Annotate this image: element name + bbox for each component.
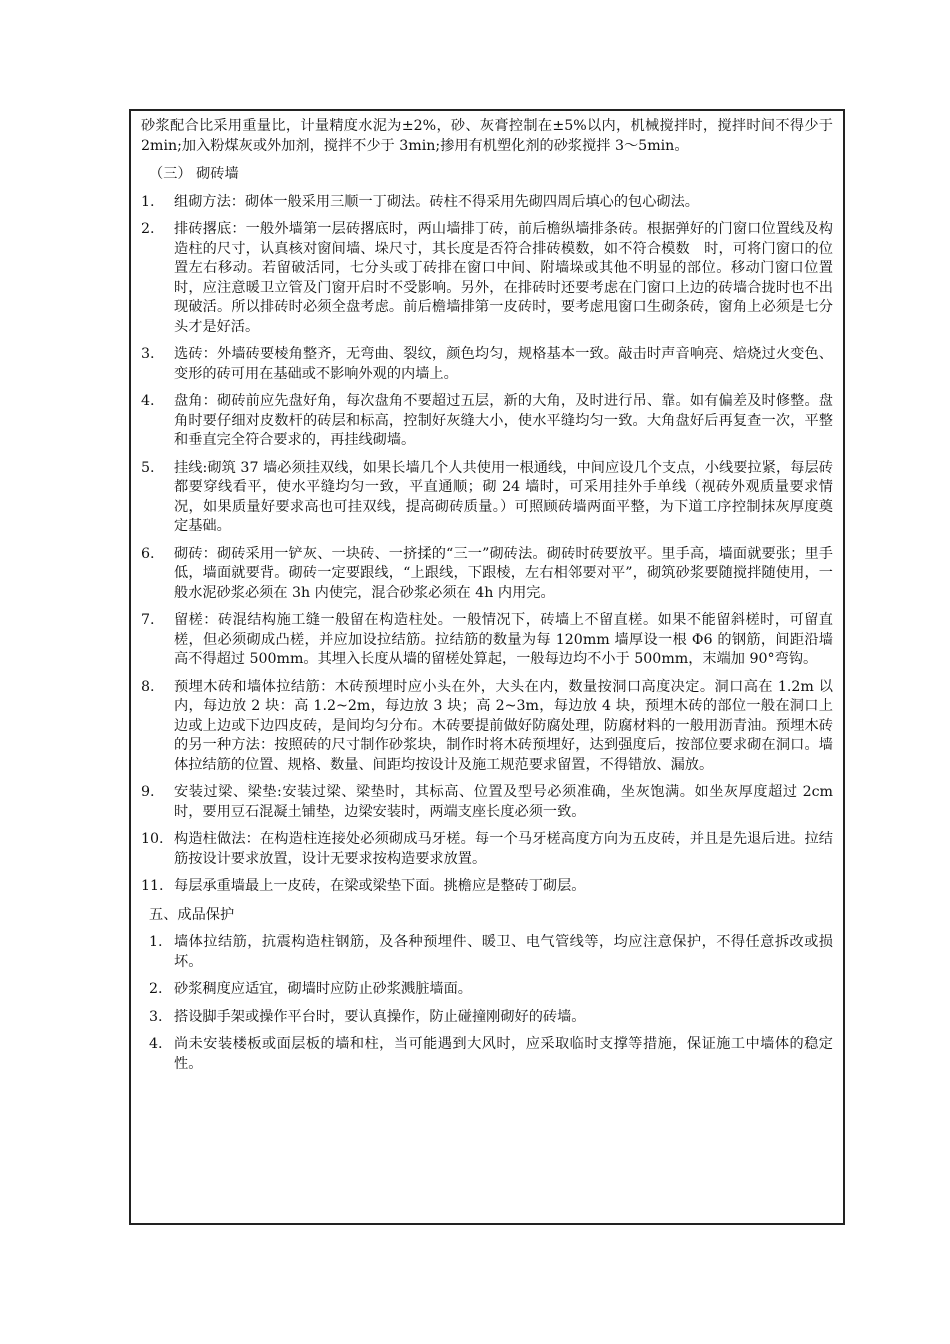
item-number: 11. [141, 878, 164, 894]
list-item [141, 783, 833, 822]
item-number: 7. [141, 612, 155, 628]
item-number: 3. [149, 1008, 163, 1025]
item-number: 1. [149, 934, 163, 950]
list-item [141, 193, 833, 213]
section-3-title: （三） 砌砖墙 [149, 166, 239, 182]
item-text: 构造柱做法：在构造柱连接处必须砌成马牙槎。每一个马牙槎高度方向为五皮砖，并且是先退后进。拉结筋按设计要求放置，设计无要求按构造要求放置。 [174, 831, 833, 867]
list-item [141, 459, 833, 537]
item-number: 1. [141, 193, 155, 210]
list-item [141, 933, 833, 972]
section-5-title: 五、成品保护 [149, 906, 235, 923]
item-text: 排砖撂底：一般外墙第一层砖撂底时，两山墙排丁砖，前后檐纵墙排条砖。根据弹好的门窗口位置线及构造柱的尺寸，认真核对窗间墙、垛尺寸，其长度是否符合排砖模数，如不符合模数 时，可将门窗口的位置左右移动。若留破活同，七分头或丁砖排在窗口中间、附墙垛或其他不明显的部位。移动门窗口位置时，应注意暖卫立管及门窗开启时不受影响。另外，在排砖时还要考虑在门窗口上边的砖墙合拢时也不出现破活。所以排砖时必须全盘考虑。前后檐墙排第一皮砖时，要考虑甩窗口生砌条砖，窗角上必须是七分头才是好活。 [174, 221, 833, 335]
item-text: 挂线:砌筑 37 墙必须挂双线，如果长墙几个人共使用一根通线，中间应设几个支点，小线要拉紧，每层砖都要穿线看平，使水平缝均匀一致，平直通顺；砌 24 墙时，可采用挂外手单线（视砖外观质量要求情况，如果质量好要求高也可挂双线，提高砌砖质量。）可照顾砖墙两面平整，为下道工序控制抹灰厚度奠定基础。 [174, 459, 833, 534]
list-item [141, 980, 833, 1000]
item-number: 3. [141, 346, 155, 362]
item-number: 5. [141, 459, 155, 476]
item-text: 盘角：砌砖前应先盘好角，每次盘角不要超过五层，新的大角，及时进行吊、靠。如有偏差及时修整。盘角时要仔细对皮数杆的砖层和标高，控制好灰缝大小，使水平缝均匀一致。大角盘好后再复查一次，平整和垂直完全符合要求的，再挂线砌墙。 [174, 393, 833, 448]
item-text: 留槎：砖混结构施工缝一般留在构造柱处。一般情况下，砖墙上不留直槎。如果不能留斜槎时，可留直槎，但必须砌成凸槎，并应加设拉结筋。拉结筋的数量为每 120mm 墙厚设一根 Φ6 的钢筋，间距沿墙高不得超过 500mm。其埋入长度从墙的留槎处算起，一般每边均不小于 500mm，末端加 90°弯钩。 [174, 612, 833, 667]
list-item [141, 678, 833, 776]
item-text: 尚未安装楼板或面层板的墙和柱，当可能遇到大风时，应采取临时支撑等措施，保证施工中墙体的稳定性。 [174, 1036, 833, 1072]
list-item [141, 392, 833, 451]
item-number: 4. [149, 1036, 163, 1052]
section-3-list [141, 193, 833, 897]
section-5-list [141, 933, 833, 1074]
item-number: 4. [141, 393, 155, 409]
item-text: 组砌方法：砌体一般采用三顺一丁砌法。砖柱不得采用先砌四周后填心的包心砌法。 [174, 193, 699, 210]
item-number: 2. [149, 981, 163, 997]
item-text: 预埋木砖和墙体拉结筋：木砖预埋时应小头在外，大头在内，数量按洞口高度决定。洞口高在 1.2m 以内，每边放 2 块：高 1.2~2m，每边放 3 块；高 2~3m，每边放 4 块，预埋木砖的部位一般在洞口上边或上边或下边四皮砖，是间均匀分布。木砖要提前做好防腐处理，防腐材料的一般用沥青油。预埋木砖的另一种方法：按照砖的尺寸制作砂浆块，制作时将木砖预埋好，达到强度后，按部位要求砌在洞口。墙体拉结筋的位置、规格、数量、间距均按设计及施工规范要求留置，不得错放、漏放。 [174, 678, 833, 773]
item-text: 选砖：外墙砖要棱角整齐，无弯曲、裂纹，颜色均匀，规格基本一致。敲击时声音响亮、焙烧过火变色、变形的砖可用在基础或不影响外观的内墙上。 [174, 346, 833, 382]
item-number: 10. [141, 831, 164, 847]
item-text: 安装过梁、梁垫:安装过梁、梁垫时，其标高、位置及型号必须准确，坐灰饱满。如坐灰厚度超过 2cm 时，要用豆石混凝土铺垫，边梁安装时，两端支座长度必须一致。 [174, 784, 833, 820]
item-number: 2. [141, 221, 155, 237]
item-number: 9. [141, 784, 155, 800]
list-item [141, 877, 833, 897]
item-text: 搭设脚手架或操作平台时，要认真操作，防止碰撞刚砌好的砖墙。 [174, 1008, 586, 1025]
item-number: 8. [141, 678, 155, 695]
content-frame [129, 109, 845, 1225]
list-item [141, 220, 833, 337]
item-text: 砌砖：砌砖采用一铲灰、一块砖、一挤揉的“三一”砌砖法。砌砖时砖要放平。里手高，墙面就要张；里手低，墙面就要背。砌砖一定要跟线，“上跟线，下跟棱，左右相邻要对平”，砌筑砂浆要随搅拌随使用，一般水泥砂浆必须在 3h 内使完，混合砂浆必须在 4h 内用完。 [174, 545, 833, 601]
list-item [141, 611, 833, 670]
item-number: 6. [141, 545, 155, 562]
intro-paragraph: 砂浆配合比采用重量比，计量精度水泥为±2%，砂、灰膏控制在±5%以内，机械搅拌时，搅拌时间不得少于 2min;加入粉煤灰或外加剂，搅拌不少于 3min;掺用有机塑化剂的砂浆搅拌 3～5min。 [141, 118, 833, 154]
item-text: 砂浆稠度应适宜，砌墙时应防止砂浆溅脏墙面。 [174, 981, 472, 997]
item-text: 墙体拉结筋，抗震构造柱钢筋，及各种预埋件、暖卫、电气管线等，均应注意保护，不得任意拆改或损坏。 [174, 934, 833, 970]
list-item [141, 1008, 833, 1028]
list-item [141, 830, 833, 869]
item-text: 每层承重墙最上一皮砖，在梁或梁垫下面。挑檐应是整砖丁砌层。 [174, 878, 586, 894]
list-item [141, 1035, 833, 1074]
list-item [141, 345, 833, 384]
list-item [141, 545, 833, 604]
